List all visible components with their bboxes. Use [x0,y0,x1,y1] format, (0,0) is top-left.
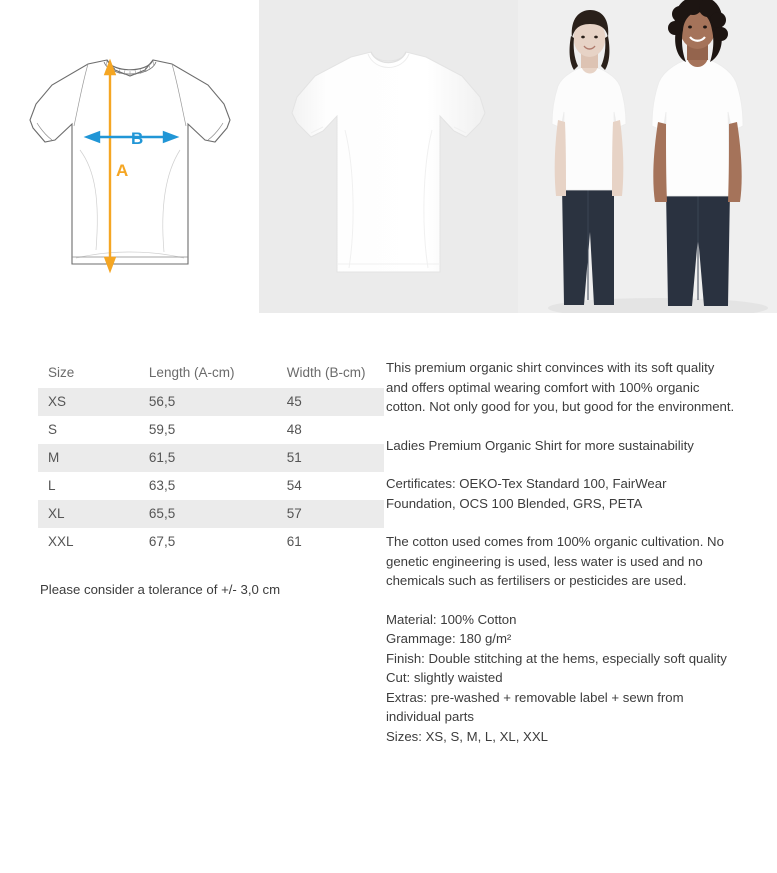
cell-length: 59,5 [139,416,277,444]
size-table-column [0,358,386,746]
spec-grammage: Grammage: 180 g/m² [386,631,512,646]
spec-extras: Extras: pre-washed + removable label + sewn from individual parts [386,689,688,724]
cell-length: 56,5 [139,388,277,416]
length-label: A [116,161,129,180]
cell-width: 57 [277,500,384,528]
cell-size: XXL [38,528,139,556]
cell-length: 61,5 [139,444,277,472]
cell-length: 67,5 [139,528,277,556]
cell-length: 65,5 [139,500,277,528]
cell-size: XS [38,388,139,416]
white-tshirt-product-photo [259,0,518,313]
cell-size: S [38,416,139,444]
cell-width: 48 [277,416,384,444]
size-table [38,358,384,556]
table-row [38,388,384,416]
product-photo-panel [259,0,518,313]
cell-size: L [38,472,139,500]
description-tagline: Ladies Premium Organic Shirt for more sustainability [386,437,694,453]
description-certificates: Certificates: OEKO-Tex Standard 100, FairWear Foundation, OCS 100 Blended, GRS, PETA [386,476,667,511]
column-header-width: Width (B-cm) [277,358,384,388]
table-row [38,472,384,500]
product-description-column [386,358,777,746]
table-row [38,500,384,528]
model-photo-panel [518,0,777,313]
column-header-length: Length (A-cm) [139,358,277,388]
spec-cut: Cut: slightly waisted [386,670,503,685]
product-image-row [0,0,777,313]
column-header-size: Size [38,358,139,388]
description-sustainability: The cotton used comes from 100% organic cultivation. No genetic engineering is used, less water is used and no chemicals such as fertilisers or pesticides are used. [386,534,724,588]
spec-finish: Finish: Double stitching at the hems, especially soft quality [386,650,727,666]
measurement-diagram-panel [0,0,259,313]
spec-material: Material: 100% Cotton [386,611,517,627]
two-models-wearing-white-tshirts [518,0,777,313]
width-label: B [131,129,144,148]
tshirt-measurement-diagram [0,0,259,313]
cell-size: XL [38,500,139,528]
cell-width: 45 [277,388,384,416]
description-intro: This premium organic shirt convinces with its soft quality and offers optimal wearing comfort with 100% organic cotton. Not only good for you, but good for the environment. [386,360,735,414]
tolerance-note: Please consider a tolerance of +/- 3,0 cm [40,582,281,597]
spec-sizes: Sizes: XS, S, M, L, XL, XXL [386,728,548,744]
cell-length: 63,5 [139,472,277,500]
table-row [38,528,384,556]
table-row [38,444,384,472]
cell-size: M [38,444,139,472]
cell-width: 61 [277,528,384,556]
details-section [0,313,777,746]
size-table-header-row [38,358,384,388]
cell-width: 51 [277,444,384,472]
table-row [38,416,384,444]
description-specs [386,610,737,747]
cell-width: 54 [277,472,384,500]
